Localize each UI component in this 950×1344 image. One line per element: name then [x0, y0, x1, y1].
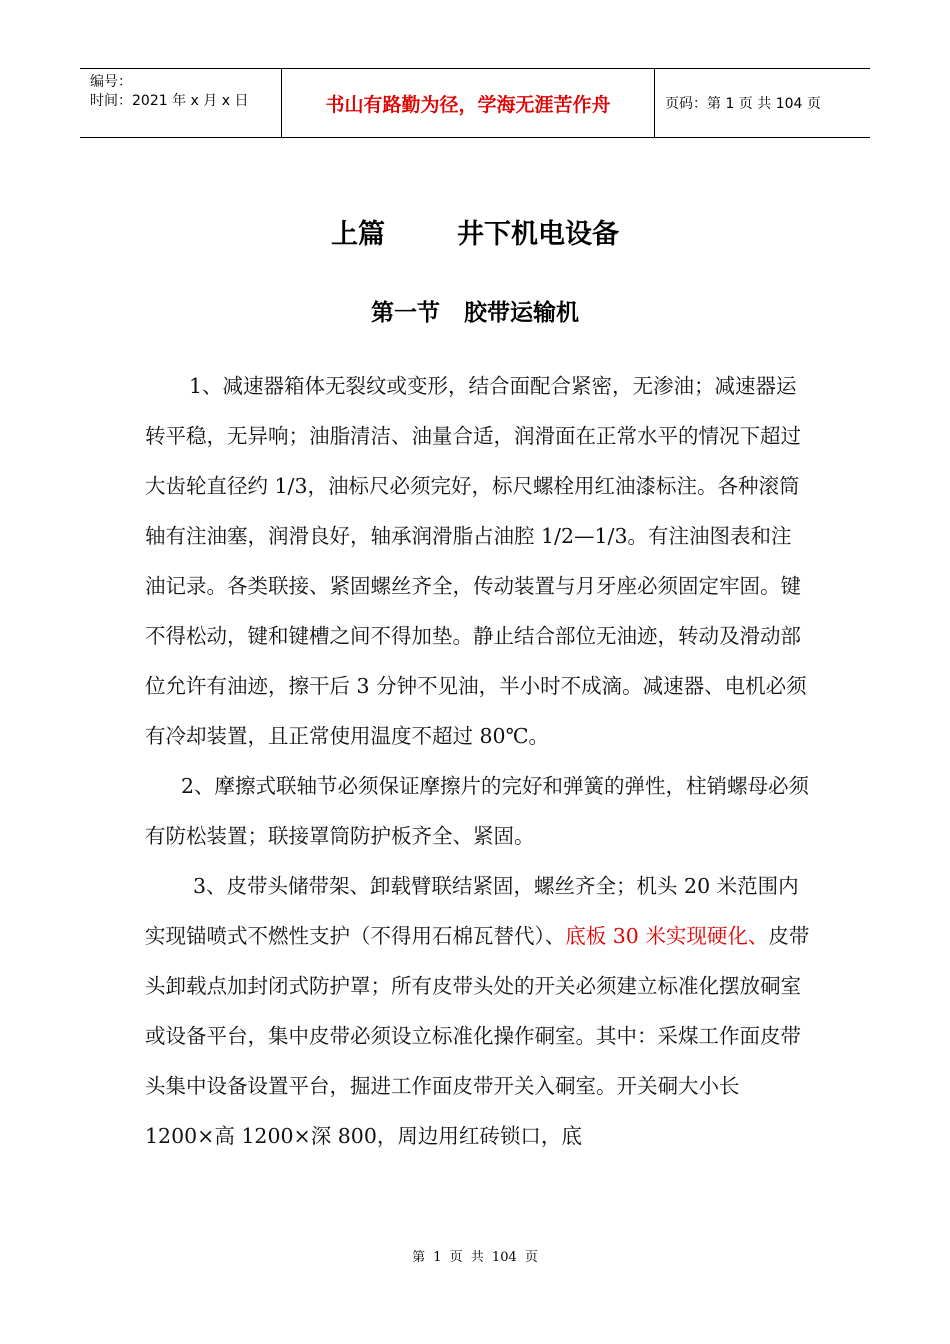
paragraph-3-highlight: 底板 30 米实现硬化、 — [565, 924, 769, 948]
paragraph-3-start: 3、皮带头储带架、卸载臂联结紧固，螺丝齐全；机头 20 米范围内实现锚喷式不燃性支护（不得用石棉瓦替代）、 — [145, 874, 799, 948]
paragraph-3 — [145, 861, 810, 1161]
header-page-label: 页码：第 1 页 共 104 页 — [665, 96, 821, 112]
header-motto: 书山有路勤为径，学海无涯苦作舟 — [281, 69, 655, 137]
time-label: 时间：2021 年 x 月 x 日 — [90, 93, 249, 109]
header-meta — [80, 69, 281, 137]
title-part: 上篇 — [331, 219, 385, 250]
section-number: 第一节 — [371, 300, 440, 326]
section-name: 胶带运输机 — [464, 300, 579, 326]
title-main: 井下机电设备 — [457, 219, 619, 250]
page-footer: 第 1 页 共 104 页 — [412, 1250, 538, 1265]
section-heading — [0, 294, 950, 327]
paragraph-3-rest: 皮带头卸载点加封闭式防护罩；所有皮带头处的开关必须建立标准化摆放硐室或设备平台，集中皮带必须设立标准化操作硐室。其中：采煤工作面皮带头集中设备设置平台，掘进工作面皮带开关入硐室。开关硐大小长 1200×高 1200×深 800，周边用红砖锁口，底 — [145, 924, 810, 1148]
number-label: 编号： — [90, 74, 132, 90]
paragraph-2: 2、摩擦式联轴节必须保证摩擦片的完好和弹簧的弹性，柱销螺母必须有防松装置；联接罩筒防护板齐全、紧固。 — [145, 774, 810, 848]
body-text — [145, 361, 810, 1161]
page-title — [0, 212, 950, 251]
paragraph-1: 1、减速器箱体无裂纹或变形，结合面配合紧密，无渗油；减速器运转平稳，无异响；油脂清洁、油量合适，润滑面在正常水平的情况下超过大齿轮直径约 1/3，油标尺必须完好，标尺螺栓用红油漆标注。各种滚筒轴有注油塞，润滑良好，轴承润滑脂占油腔 1/2—1/3。有注油图表和注油记录。各类联接、紧固螺丝齐全，传动装置与月牙座必须固定牢固。键不得松动，键和键槽之间不得加垫。静止结合部位无油迹，转动及滑动部位允许有油迹，擦干后 3 分钟不见油，半小时不成滴。减速器、电机必须有冷却装置，且正常使用温度不超过 80℃。 — [145, 374, 807, 748]
header-table — [80, 68, 870, 138]
